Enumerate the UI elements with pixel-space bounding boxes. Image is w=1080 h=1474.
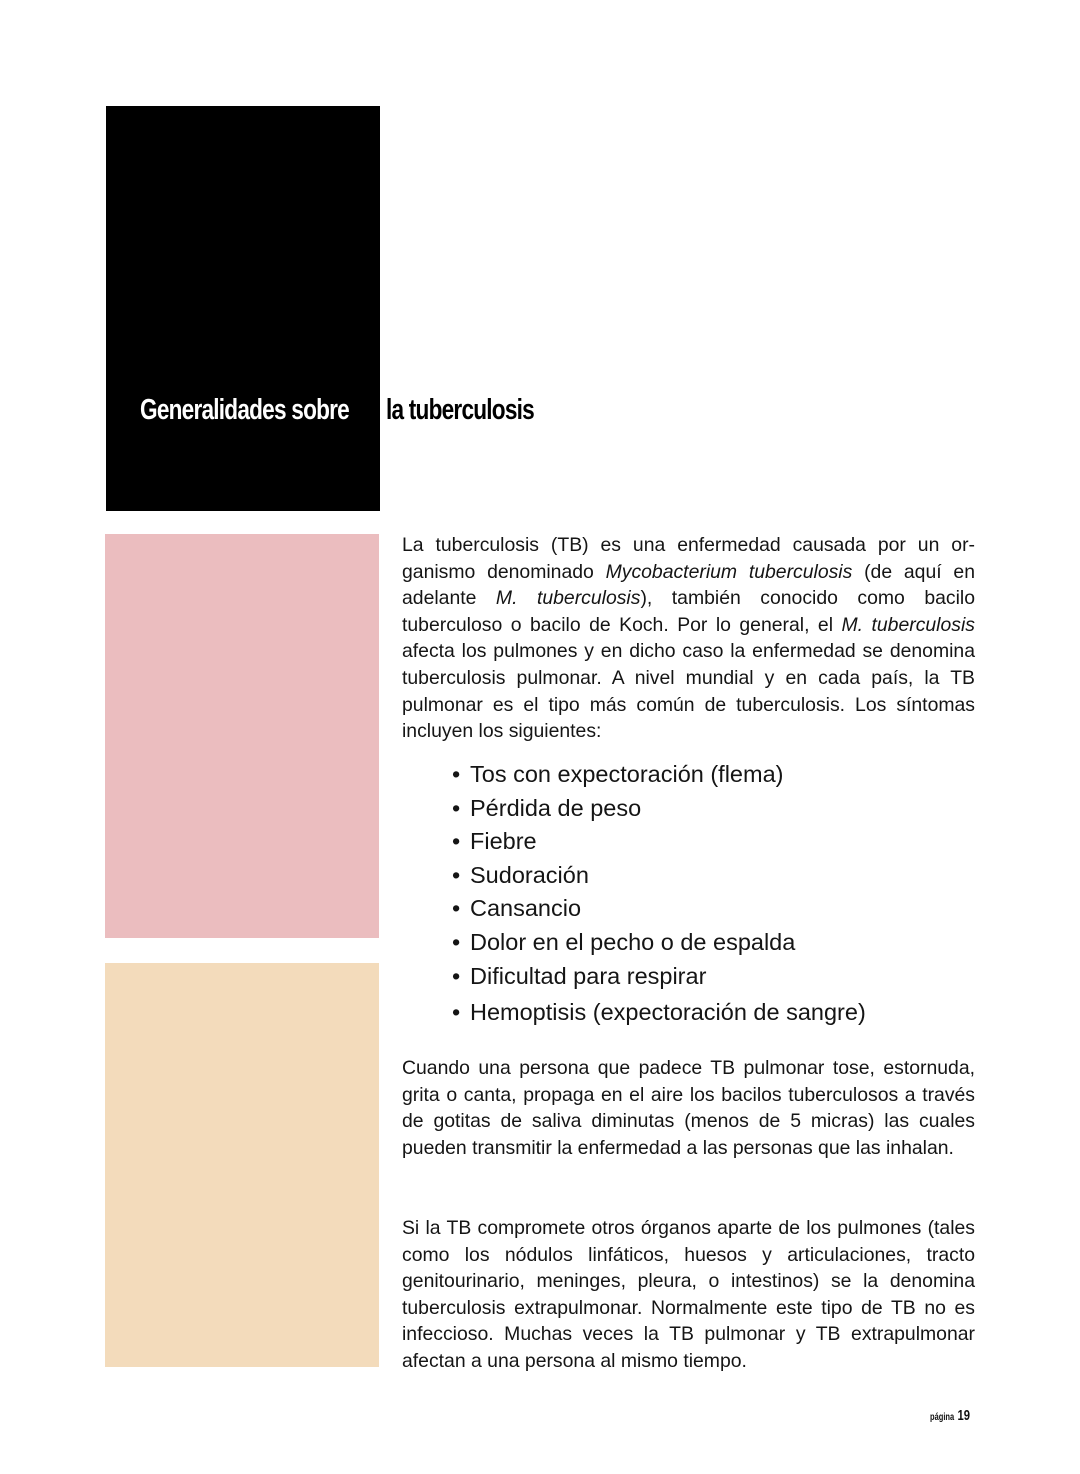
list-item — [452, 996, 866, 1030]
symptom-label: Fiebre — [470, 828, 537, 855]
black-color-block — [106, 106, 380, 511]
list-item — [452, 892, 866, 926]
page-title-left: Generalidades sobre — [140, 394, 349, 426]
list-item — [452, 926, 866, 960]
symptom-label: Tos con expectoración (flema) — [470, 761, 784, 787]
extrapulmonary-paragraph — [402, 1215, 975, 1375]
extrapulmonary-text: Si la TB compromete otros órganos aparte de los pulmones (tales como los nódulos linfáticos, huesos y articulaciones, tracto genitourinario, meninges, pleura, o intestinos) se la denomina tuberculosis extrapulmonar. Normalmente este tipo de TB no es infeccioso. Muchas veces la TB pulmonar y TB extrapulmonar afectan a una persona al mismo tiempo. — [402, 1217, 975, 1372]
intro-text-4: afecta los pulmones y en dicho caso la enfermedad se denomina tuberculosis pulmonar. A nivel mundial y en cada país, la TB pulmonar es el tipo más común de tuberculosis. Los síntomas incluyen los siguientes: — [402, 640, 975, 743]
symptom-label: Dificultad para respirar — [470, 962, 707, 989]
bullet-icon: • — [452, 861, 461, 888]
intro-text-2: (de aquí en adelante — [402, 560, 975, 610]
bullet-icon: • — [452, 962, 461, 989]
intro-italic-3: M. tuberculosis — [841, 613, 975, 636]
bullet-icon: • — [452, 828, 461, 855]
page-title-right: la tuberculosis — [386, 394, 534, 426]
transmission-paragraph — [402, 1055, 975, 1161]
bullet-icon: • — [452, 928, 461, 955]
list-item — [452, 960, 866, 994]
symptom-label: Sudoración — [470, 861, 589, 888]
list-item — [452, 825, 866, 859]
list-item — [452, 792, 866, 826]
intro-paragraph — [402, 532, 975, 745]
symptom-label: Hemoptisis (expectoración de sangre) — [470, 999, 866, 1026]
intro-italic-1: Mycobacterium tuberculosis — [605, 560, 853, 583]
bullet-icon: • — [452, 895, 461, 922]
symptom-label: Cansancio — [470, 895, 582, 922]
list-item — [452, 859, 866, 893]
intro-text-1: La tuberculosis (TB) es una enfermedad causada por un organismo denominado — [402, 534, 975, 583]
page-number — [930, 1407, 970, 1425]
page-label: página — [930, 1412, 955, 1423]
symptom-label: Pérdida de peso — [470, 794, 642, 821]
transmission-text: Cuando una persona que padece TB pulmonar tose, estornuda, grita o canta, propaga en el aire los bacilos tuberculosos a través de gotitas de saliva diminutas (menos de 5 micras) las cuales pueden transmitir la enfermedad a las personas que las inhalan. — [402, 1057, 975, 1159]
peach-color-block — [105, 963, 379, 1367]
pink-color-block — [105, 534, 379, 938]
bullet-icon: • — [452, 761, 461, 787]
symptom-label: Dolor en el pecho o de espalda — [470, 928, 796, 955]
bullet-icon: • — [452, 794, 461, 821]
bullet-icon: • — [452, 999, 461, 1026]
page-number-value: 19 — [957, 1407, 971, 1424]
list-item — [452, 758, 866, 792]
intro-text-3: ), también conocido como bacilo tuberculoso o bacilo de Koch. Por lo general, el — [402, 587, 975, 636]
symptoms-list — [452, 758, 866, 1030]
intro-italic-2: M. tuberculosis — [495, 587, 641, 610]
